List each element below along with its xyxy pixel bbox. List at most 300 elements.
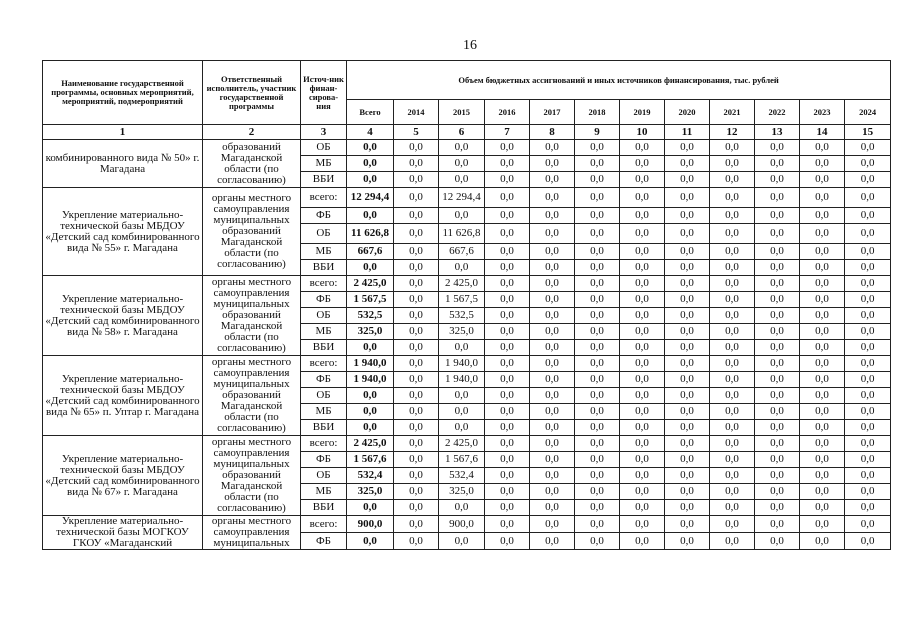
year-value: 0,0 xyxy=(620,244,665,260)
year-value: 0,0 xyxy=(620,188,665,208)
year-value: 0,0 xyxy=(530,468,575,484)
year-value: 0,0 xyxy=(800,276,845,292)
funding-source: ОБ xyxy=(301,224,347,244)
year-value: 0,0 xyxy=(665,224,710,244)
year-value: 0,0 xyxy=(845,188,891,208)
table-row xyxy=(43,436,891,452)
year-value: 0,0 xyxy=(845,244,891,260)
executor: органы местного самоуправления муниципальных xyxy=(203,516,301,550)
total-value: 0,0 xyxy=(347,208,394,224)
year-value: 0,0 xyxy=(800,420,845,436)
year-value: 0,0 xyxy=(755,172,800,188)
year-value: 0,0 xyxy=(845,224,891,244)
funding-source: ВБИ xyxy=(301,172,347,188)
year-value: 0,0 xyxy=(665,516,710,533)
year-value: 0,0 xyxy=(575,516,620,533)
year-value: 0,0 xyxy=(530,276,575,292)
column-index: 2 xyxy=(203,125,301,140)
funding-source: МБ xyxy=(301,324,347,340)
year-value: 0,0 xyxy=(845,324,891,340)
year-value: 0,0 xyxy=(575,452,620,468)
funding-source: МБ xyxy=(301,484,347,500)
year-value: 0,0 xyxy=(439,388,485,404)
year-value: 0,0 xyxy=(394,276,439,292)
header-name: Наименование государственной программы, основных мероприятий, мероприятий, подмероприятий xyxy=(43,61,203,125)
year-value: 0,0 xyxy=(755,372,800,388)
year-value: 0,0 xyxy=(530,244,575,260)
year-value: 0,0 xyxy=(575,484,620,500)
total-value: 2 425,0 xyxy=(347,436,394,452)
table-row xyxy=(43,276,891,292)
year-value: 0,0 xyxy=(575,340,620,356)
year-value: 0,0 xyxy=(620,404,665,420)
year-value: 0,0 xyxy=(394,533,439,550)
year-value: 0,0 xyxy=(845,500,891,516)
year-value: 0,0 xyxy=(800,156,845,172)
year-value: 0,0 xyxy=(394,356,439,372)
total-value: 0,0 xyxy=(347,172,394,188)
year-value: 0,0 xyxy=(710,436,755,452)
year-value: 0,0 xyxy=(665,484,710,500)
year-value: 0,0 xyxy=(665,156,710,172)
year-value: 0,0 xyxy=(800,224,845,244)
year-value: 0,0 xyxy=(530,308,575,324)
year-value: 0,0 xyxy=(665,244,710,260)
year-value: 0,0 xyxy=(755,276,800,292)
year-value: 0,0 xyxy=(485,388,530,404)
year-value: 0,0 xyxy=(394,452,439,468)
year-value: 0,0 xyxy=(439,420,485,436)
year-value: 0,0 xyxy=(485,260,530,276)
column-index: 11 xyxy=(665,125,710,140)
year-value: 0,0 xyxy=(710,188,755,208)
total-value: 325,0 xyxy=(347,484,394,500)
year-value: 0,0 xyxy=(755,208,800,224)
year-value: 0,0 xyxy=(575,172,620,188)
year-value: 0,0 xyxy=(485,140,530,156)
total-value: 0,0 xyxy=(347,388,394,404)
year-value: 0,0 xyxy=(710,140,755,156)
year-value: 0,0 xyxy=(665,420,710,436)
total-value: 0,0 xyxy=(347,260,394,276)
year-value: 0,0 xyxy=(575,208,620,224)
year-value: 532,5 xyxy=(439,308,485,324)
year-value: 0,0 xyxy=(845,516,891,533)
year-value: 0,0 xyxy=(394,388,439,404)
year-value: 0,0 xyxy=(575,388,620,404)
year-value: 0,0 xyxy=(800,172,845,188)
funding-source: всего: xyxy=(301,356,347,372)
year-value: 0,0 xyxy=(755,388,800,404)
year-value: 667,6 xyxy=(439,244,485,260)
year-value: 0,0 xyxy=(620,208,665,224)
year-value: 1 940,0 xyxy=(439,372,485,388)
year-value: 0,0 xyxy=(394,244,439,260)
year-value: 532,4 xyxy=(439,468,485,484)
total-value: 0,0 xyxy=(347,340,394,356)
year-value: 0,0 xyxy=(620,420,665,436)
year-value: 0,0 xyxy=(710,468,755,484)
executor: органы местного самоуправления муниципальных образований Магаданской области (по согласованию) xyxy=(203,276,301,356)
year-value: 0,0 xyxy=(530,372,575,388)
year-value: 0,0 xyxy=(530,356,575,372)
year-value: 0,0 xyxy=(620,172,665,188)
funding-source: ФБ xyxy=(301,208,347,224)
year-value: 0,0 xyxy=(800,372,845,388)
measure-name: Укрепление материально-технической базы МБДОУ «Детский сад комбинированного вида № 55» г. Магадана xyxy=(43,188,203,276)
year-value: 0,0 xyxy=(439,156,485,172)
year-value: 0,0 xyxy=(439,340,485,356)
year-value: 0,0 xyxy=(755,308,800,324)
year-value: 0,0 xyxy=(845,172,891,188)
year-value: 0,0 xyxy=(620,224,665,244)
year-value: 0,0 xyxy=(755,516,800,533)
year-value: 0,0 xyxy=(800,500,845,516)
year-value: 0,0 xyxy=(800,356,845,372)
year-value: 0,0 xyxy=(755,500,800,516)
year-value: 0,0 xyxy=(845,436,891,452)
total-value: 1 940,0 xyxy=(347,372,394,388)
year-value: 0,0 xyxy=(665,388,710,404)
year-value: 0,0 xyxy=(575,276,620,292)
year-value: 0,0 xyxy=(485,276,530,292)
header-volume: Объем бюджетных ассигнований и иных источников финансирования, тыс. рублей xyxy=(347,61,891,100)
executor: органы местного самоуправления муниципальных образований Магаданской области (по согласованию) xyxy=(203,188,301,276)
funding-source: ОБ xyxy=(301,140,347,156)
year-value: 0,0 xyxy=(439,533,485,550)
year-value: 0,0 xyxy=(485,208,530,224)
year-value: 0,0 xyxy=(845,260,891,276)
funding-source: ВБИ xyxy=(301,340,347,356)
funding-source: ВБИ xyxy=(301,420,347,436)
year-value: 0,0 xyxy=(620,276,665,292)
year-value: 0,0 xyxy=(665,292,710,308)
measure-name: Укрепление материально-технической базы МБДОУ «Детский сад комбинированного вида № 65» п. Уптар г. Магадана xyxy=(43,356,203,436)
year-value: 0,0 xyxy=(845,388,891,404)
year-value: 0,0 xyxy=(665,533,710,550)
year-value: 900,0 xyxy=(439,516,485,533)
column-index: 9 xyxy=(575,125,620,140)
year-value: 0,0 xyxy=(485,244,530,260)
year-value: 0,0 xyxy=(485,156,530,172)
year-value: 0,0 xyxy=(800,436,845,452)
year-value: 1 567,5 xyxy=(439,292,485,308)
total-value: 667,6 xyxy=(347,244,394,260)
year-value: 0,0 xyxy=(394,188,439,208)
year-value: 0,0 xyxy=(710,292,755,308)
year-value: 0,0 xyxy=(485,172,530,188)
year-value: 0,0 xyxy=(755,324,800,340)
year-value: 0,0 xyxy=(755,140,800,156)
year-value: 0,0 xyxy=(665,372,710,388)
year-value: 0,0 xyxy=(575,356,620,372)
column-index: 3 xyxy=(301,125,347,140)
year-value: 0,0 xyxy=(755,260,800,276)
year-value: 325,0 xyxy=(439,484,485,500)
year-value: 0,0 xyxy=(485,436,530,452)
year-value: 0,0 xyxy=(439,140,485,156)
year-value: 0,0 xyxy=(394,372,439,388)
total-value: 0,0 xyxy=(347,500,394,516)
year-value: 0,0 xyxy=(530,292,575,308)
column-index: 7 xyxy=(485,125,530,140)
header-year: 2021 xyxy=(710,100,755,125)
year-value: 0,0 xyxy=(710,500,755,516)
year-value: 0,0 xyxy=(845,468,891,484)
year-value: 0,0 xyxy=(800,516,845,533)
year-value: 0,0 xyxy=(394,500,439,516)
year-value: 0,0 xyxy=(530,533,575,550)
header-year: 2017 xyxy=(530,100,575,125)
year-value: 0,0 xyxy=(800,188,845,208)
funding-source: ФБ xyxy=(301,292,347,308)
funding-source: ФБ xyxy=(301,533,347,550)
year-value: 0,0 xyxy=(394,208,439,224)
year-value: 0,0 xyxy=(575,324,620,340)
year-value: 0,0 xyxy=(665,140,710,156)
year-value: 0,0 xyxy=(665,356,710,372)
year-value: 0,0 xyxy=(800,208,845,224)
year-value: 0,0 xyxy=(575,224,620,244)
total-value: 0,0 xyxy=(347,533,394,550)
year-value: 0,0 xyxy=(394,516,439,533)
year-value: 0,0 xyxy=(394,436,439,452)
year-value: 0,0 xyxy=(620,533,665,550)
year-value: 0,0 xyxy=(710,452,755,468)
year-value: 0,0 xyxy=(755,188,800,208)
year-value: 0,0 xyxy=(845,308,891,324)
year-value: 0,0 xyxy=(620,372,665,388)
year-value: 0,0 xyxy=(845,533,891,550)
funding-source: ВБИ xyxy=(301,260,347,276)
measure-name: Укрепление материально-технической базы МОГКОУ ГКОУ «Магаданский xyxy=(43,516,203,550)
column-index: 12 xyxy=(710,125,755,140)
year-value: 0,0 xyxy=(394,340,439,356)
year-value: 325,0 xyxy=(439,324,485,340)
year-value: 0,0 xyxy=(845,340,891,356)
year-value: 0,0 xyxy=(530,388,575,404)
total-value: 0,0 xyxy=(347,404,394,420)
year-value: 0,0 xyxy=(755,404,800,420)
year-value: 0,0 xyxy=(485,420,530,436)
year-value: 0,0 xyxy=(800,404,845,420)
year-value: 0,0 xyxy=(620,292,665,308)
year-value: 0,0 xyxy=(755,533,800,550)
year-value: 0,0 xyxy=(755,436,800,452)
year-value: 0,0 xyxy=(439,172,485,188)
funding-source: всего: xyxy=(301,516,347,533)
year-value: 0,0 xyxy=(530,436,575,452)
column-index: 13 xyxy=(755,125,800,140)
funding-source: ОБ xyxy=(301,308,347,324)
total-value: 11 626,8 xyxy=(347,224,394,244)
year-value: 0,0 xyxy=(394,140,439,156)
year-value: 0,0 xyxy=(575,500,620,516)
year-value: 0,0 xyxy=(710,372,755,388)
year-value: 0,0 xyxy=(394,260,439,276)
year-value: 0,0 xyxy=(485,516,530,533)
total-value: 12 294,4 xyxy=(347,188,394,208)
year-value: 0,0 xyxy=(710,244,755,260)
year-value: 0,0 xyxy=(530,260,575,276)
year-value: 0,0 xyxy=(800,260,845,276)
year-value: 0,0 xyxy=(575,468,620,484)
year-value: 0,0 xyxy=(394,292,439,308)
year-value: 0,0 xyxy=(755,224,800,244)
year-value: 0,0 xyxy=(710,388,755,404)
year-value: 0,0 xyxy=(665,340,710,356)
year-value: 0,0 xyxy=(485,500,530,516)
header-source: Источ-ник финан-сирова-ния xyxy=(301,61,347,125)
year-value: 0,0 xyxy=(530,452,575,468)
executor: органы местного самоуправления муниципальных образований Магаданской области (по согласованию) xyxy=(203,356,301,436)
header-year: 2023 xyxy=(800,100,845,125)
year-value: 0,0 xyxy=(394,420,439,436)
funding-source: всего: xyxy=(301,436,347,452)
year-value: 0,0 xyxy=(845,276,891,292)
total-value: 1 567,6 xyxy=(347,452,394,468)
year-value: 0,0 xyxy=(575,156,620,172)
year-value: 0,0 xyxy=(394,172,439,188)
year-value: 0,0 xyxy=(575,404,620,420)
year-value: 0,0 xyxy=(710,404,755,420)
year-value: 0,0 xyxy=(845,208,891,224)
header-year: 2018 xyxy=(575,100,620,125)
total-value: 2 425,0 xyxy=(347,276,394,292)
header-total: Всего xyxy=(347,100,394,125)
header-year: 2016 xyxy=(485,100,530,125)
column-index: 1 xyxy=(43,125,203,140)
year-value: 0,0 xyxy=(755,340,800,356)
year-value: 0,0 xyxy=(394,308,439,324)
year-value: 0,0 xyxy=(800,308,845,324)
year-value: 0,0 xyxy=(530,404,575,420)
year-value: 0,0 xyxy=(845,404,891,420)
funding-source: МБ xyxy=(301,244,347,260)
year-value: 0,0 xyxy=(575,188,620,208)
year-value: 0,0 xyxy=(485,308,530,324)
year-value: 0,0 xyxy=(800,484,845,500)
year-value: 2 425,0 xyxy=(439,436,485,452)
header-executor: Ответственный исполнитель, участник государственной программы xyxy=(203,61,301,125)
year-value: 0,0 xyxy=(620,140,665,156)
year-value: 0,0 xyxy=(665,500,710,516)
year-value: 0,0 xyxy=(439,500,485,516)
header-year: 2015 xyxy=(439,100,485,125)
total-value: 0,0 xyxy=(347,156,394,172)
year-value: 0,0 xyxy=(665,188,710,208)
table-row xyxy=(43,140,891,156)
year-value: 0,0 xyxy=(620,468,665,484)
year-value: 0,0 xyxy=(800,468,845,484)
year-value: 0,0 xyxy=(485,404,530,420)
year-value: 0,0 xyxy=(665,260,710,276)
year-value: 0,0 xyxy=(530,140,575,156)
header-year: 2014 xyxy=(394,100,439,125)
column-index: 6 xyxy=(439,125,485,140)
measure-name: Укрепление материально-технической базы МБДОУ «Детский сад комбинированного вида № 67» г. Магадана xyxy=(43,436,203,516)
year-value: 0,0 xyxy=(710,156,755,172)
year-value: 0,0 xyxy=(485,324,530,340)
executor: органы местного самоуправления муниципальных образований Магаданской области (по согласованию) xyxy=(203,436,301,516)
year-value: 0,0 xyxy=(620,324,665,340)
year-value: 0,0 xyxy=(530,324,575,340)
column-index: 14 xyxy=(800,125,845,140)
year-value: 0,0 xyxy=(800,244,845,260)
year-value: 1 567,6 xyxy=(439,452,485,468)
funding-source: ОБ xyxy=(301,388,347,404)
year-value: 0,0 xyxy=(710,484,755,500)
year-value: 2 425,0 xyxy=(439,276,485,292)
year-value: 0,0 xyxy=(575,533,620,550)
year-value: 0,0 xyxy=(620,516,665,533)
year-value: 0,0 xyxy=(710,276,755,292)
year-value: 0,0 xyxy=(575,372,620,388)
year-value: 0,0 xyxy=(620,356,665,372)
year-value: 0,0 xyxy=(845,356,891,372)
year-value: 0,0 xyxy=(755,156,800,172)
year-value: 0,0 xyxy=(485,340,530,356)
year-value: 0,0 xyxy=(845,140,891,156)
year-value: 0,0 xyxy=(755,452,800,468)
column-index: 4 xyxy=(347,125,394,140)
year-value: 0,0 xyxy=(485,484,530,500)
year-value: 0,0 xyxy=(800,140,845,156)
year-value: 0,0 xyxy=(485,533,530,550)
year-value: 0,0 xyxy=(800,452,845,468)
year-value: 0,0 xyxy=(485,372,530,388)
funding-source: МБ xyxy=(301,156,347,172)
year-value: 12 294,4 xyxy=(439,188,485,208)
year-value: 0,0 xyxy=(710,224,755,244)
year-value: 0,0 xyxy=(710,533,755,550)
year-value: 0,0 xyxy=(755,356,800,372)
year-value: 0,0 xyxy=(439,208,485,224)
year-value: 0,0 xyxy=(710,516,755,533)
year-value: 0,0 xyxy=(394,224,439,244)
budget-table xyxy=(42,60,891,550)
year-value: 0,0 xyxy=(530,516,575,533)
page-number: 16 xyxy=(463,38,477,53)
year-value: 0,0 xyxy=(394,156,439,172)
funding-source: ВБИ xyxy=(301,500,347,516)
header-year: 2022 xyxy=(755,100,800,125)
year-value: 0,0 xyxy=(710,308,755,324)
year-value: 0,0 xyxy=(575,436,620,452)
header-year: 2019 xyxy=(620,100,665,125)
year-value: 0,0 xyxy=(665,324,710,340)
year-value: 0,0 xyxy=(845,372,891,388)
year-value: 0,0 xyxy=(800,388,845,404)
funding-source: всего: xyxy=(301,188,347,208)
funding-source: ОБ xyxy=(301,468,347,484)
header-year: 2020 xyxy=(665,100,710,125)
year-value: 0,0 xyxy=(755,484,800,500)
year-value: 0,0 xyxy=(665,404,710,420)
year-value: 0,0 xyxy=(530,208,575,224)
total-value: 532,5 xyxy=(347,308,394,324)
year-value: 0,0 xyxy=(394,404,439,420)
year-value: 0,0 xyxy=(530,340,575,356)
funding-source: ФБ xyxy=(301,372,347,388)
year-value: 0,0 xyxy=(485,356,530,372)
column-index: 15 xyxy=(845,125,891,140)
year-value: 0,0 xyxy=(665,308,710,324)
year-value: 0,0 xyxy=(755,468,800,484)
funding-source: всего: xyxy=(301,276,347,292)
year-value: 0,0 xyxy=(394,484,439,500)
year-value: 0,0 xyxy=(620,260,665,276)
